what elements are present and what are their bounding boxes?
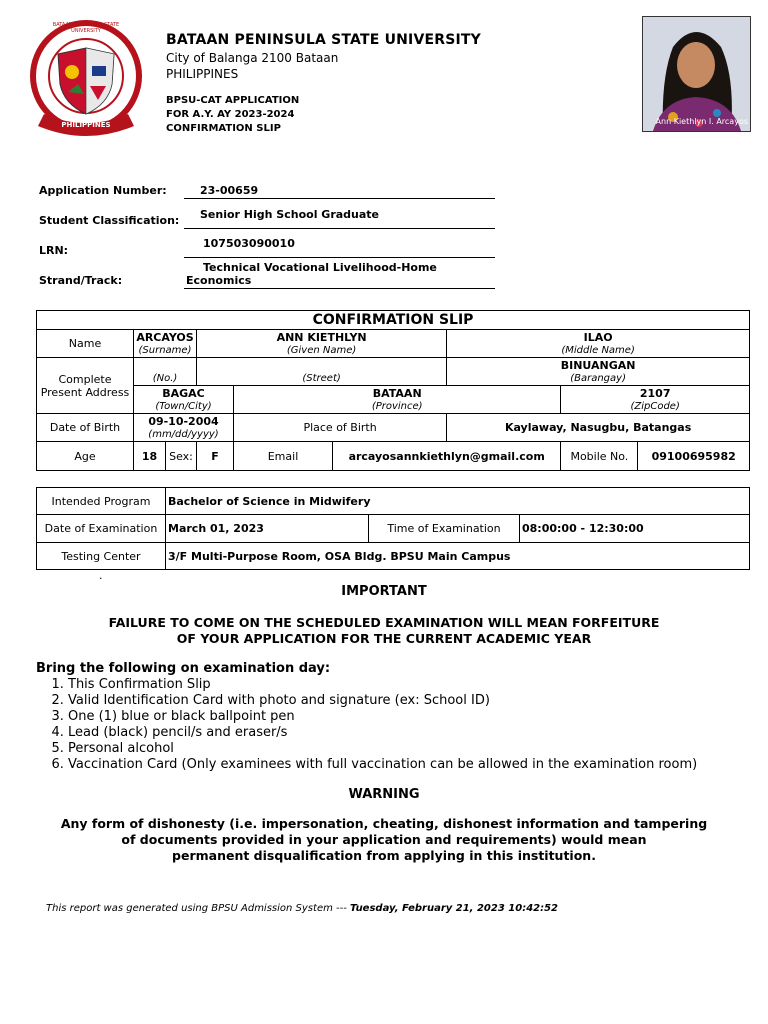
bring-heading: Bring the following on examination day: [36,661,331,676]
bring-item: 4. Lead (black) pencil/s and eraser/s [68,725,697,741]
barangay-caption: (Barangay) [570,372,626,384]
surname-cell [134,330,197,358]
strand-value-line-1: Technical Vocational Livelihood-Home [203,261,437,274]
bring-item: 6. Vaccination Card (Only examinees with full vaccination can be allowed in the examination room) [68,757,697,773]
mobile-value: 09100695982 [651,449,736,463]
dob-caption: (mm/dd/yyyy) [148,428,219,440]
age-label: Age [37,442,134,471]
report-footer [46,903,558,914]
slip-header-line-2: FOR A.Y. AY 2023-2024 [166,109,295,120]
town-cell [134,386,234,414]
university-name: BATAAN PENINSULA STATE UNIVERSITY [166,32,482,48]
exam-date-value: March 01, 2023 [166,515,369,543]
name-label: Name [37,330,134,358]
exam-time-value: 08:00:00 - 12:30:00 [520,515,750,543]
bring-item: 5. Personal alcohol [68,741,697,757]
exam-time-label: Time of Examination [369,515,520,543]
dob-label: Date of Birth [37,414,134,442]
mobile-cell [561,442,750,471]
zipcode-cell [561,386,750,414]
barangay-value: BINUANGAN [560,358,636,372]
house-number-cell [134,358,197,386]
warning-line-1: Any form of dishonesty (i.e. impersonation, cheating, dishonest information and tampering [60,816,708,831]
warning-line-3: permanent disqualification from applying in this institution. [172,848,596,863]
exam-details-table [36,487,750,570]
age-value: 18 [134,442,166,471]
university-country: PHILIPPINES [166,67,239,81]
university-city: City of Balanga 2100 Bataan [166,51,339,65]
mobile-label: Mobile No. [561,442,638,470]
slip-header-line-3: CONFIRMATION SLIP [166,123,281,134]
stray-dot: . [99,569,103,582]
town-caption: (Town/City) [155,400,212,412]
seal-banner-text: PHILIPPINES [61,121,111,129]
address-label: Complete Present Address [37,358,134,414]
confirmation-slip-table [36,310,750,471]
dob-value: 09-10-2004 [148,414,219,428]
testing-center-value: 3/F Multi-Purpose Room, OSA Bldg. BPSU Main Campus [166,543,750,570]
strand-value-line-2: Economics [186,274,252,287]
lrn-value: 107503090010 [203,237,295,250]
confirmation-slip-title: CONFIRMATION SLIP [37,311,750,330]
given-name-value: ANN KIETHLYN [276,330,367,344]
barangay-cell [447,358,750,386]
sex-value: F [197,442,234,471]
lrn-label: LRN: [39,244,69,257]
given-name-cell [197,330,447,358]
province-value: BATAAN [372,386,422,400]
program-value: Bachelor of Science in Midwifery [166,488,750,515]
strand-underline [184,288,495,289]
province-caption: (Province) [371,400,423,412]
sex-label: Sex: [166,442,197,471]
pob-value: Kaylaway, Nasugbu, Batangas [447,414,750,442]
applicant-photo [642,16,751,132]
program-label: Intended Program [37,488,166,515]
middle-name-value: ILAO [583,330,613,344]
bring-item: 2. Valid Identification Card with photo and signature (ex: School ID) [68,693,697,709]
zipcode-value: 2107 [639,386,671,400]
middle-name-cell [447,330,750,358]
bring-list [37,677,697,773]
strand-label: Strand/Track: [39,274,123,287]
report-generated-text: This report was generated using BPSU Admission System --- [46,903,347,914]
email-label: Email [234,442,333,471]
street-caption: (Street) [302,372,341,384]
photo-caption: Ann Kiethlyn I. Arcayos [655,117,748,126]
house-number-caption: (No.) [152,372,178,384]
province-cell [234,386,561,414]
warning-line-2: of documents provided in your application and requirements) would mean [121,832,647,847]
bring-item: 1. This Confirmation Slip [68,677,697,693]
exam-date-label: Date of Examination [37,515,166,543]
email-value: arcayosannkiethlyn@gmail.com [333,442,561,471]
surname-caption: (Surname) [138,344,192,356]
middle-name-caption: (Middle Name) [561,344,635,356]
warning-heading: WARNING [348,787,420,802]
surname-value: ARCAYOS [136,330,194,344]
pob-label: Place of Birth [234,414,447,442]
town-value: BAGAC [162,386,205,400]
report-timestamp: Tuesday, February 21, 2023 10:42:52 [350,903,559,914]
classification-label: Student Classification: [39,214,180,227]
lrn-underline [184,257,495,258]
app-number-label: Application Number: [39,184,167,197]
app-number-underline [184,198,495,199]
slip-header-line-1: BPSU-CAT APPLICATION [166,95,300,106]
app-number-value: 23-00659 [200,184,259,197]
given-name-caption: (Given Name) [286,344,357,356]
classification-value: Senior High School Graduate [200,208,380,221]
failure-line-2: OF YOUR APPLICATION FOR THE CURRENT ACADEMIC YEAR [176,631,592,646]
important-heading: IMPORTANT [341,584,427,599]
seal-text: BATAAN PENINSULA STATE UNIVERSITY [52,22,120,34]
street-cell [197,358,447,386]
dob-cell [134,414,234,442]
testing-center-label: Testing Center [37,543,166,570]
zipcode-caption: (ZipCode) [630,400,680,412]
bring-item: 3. One (1) blue or black ballpoint pen [68,709,697,725]
classification-underline [184,228,495,229]
failure-line-1: FAILURE TO COME ON THE SCHEDULED EXAMINATION WILL MEAN FORFEITURE [108,615,660,630]
